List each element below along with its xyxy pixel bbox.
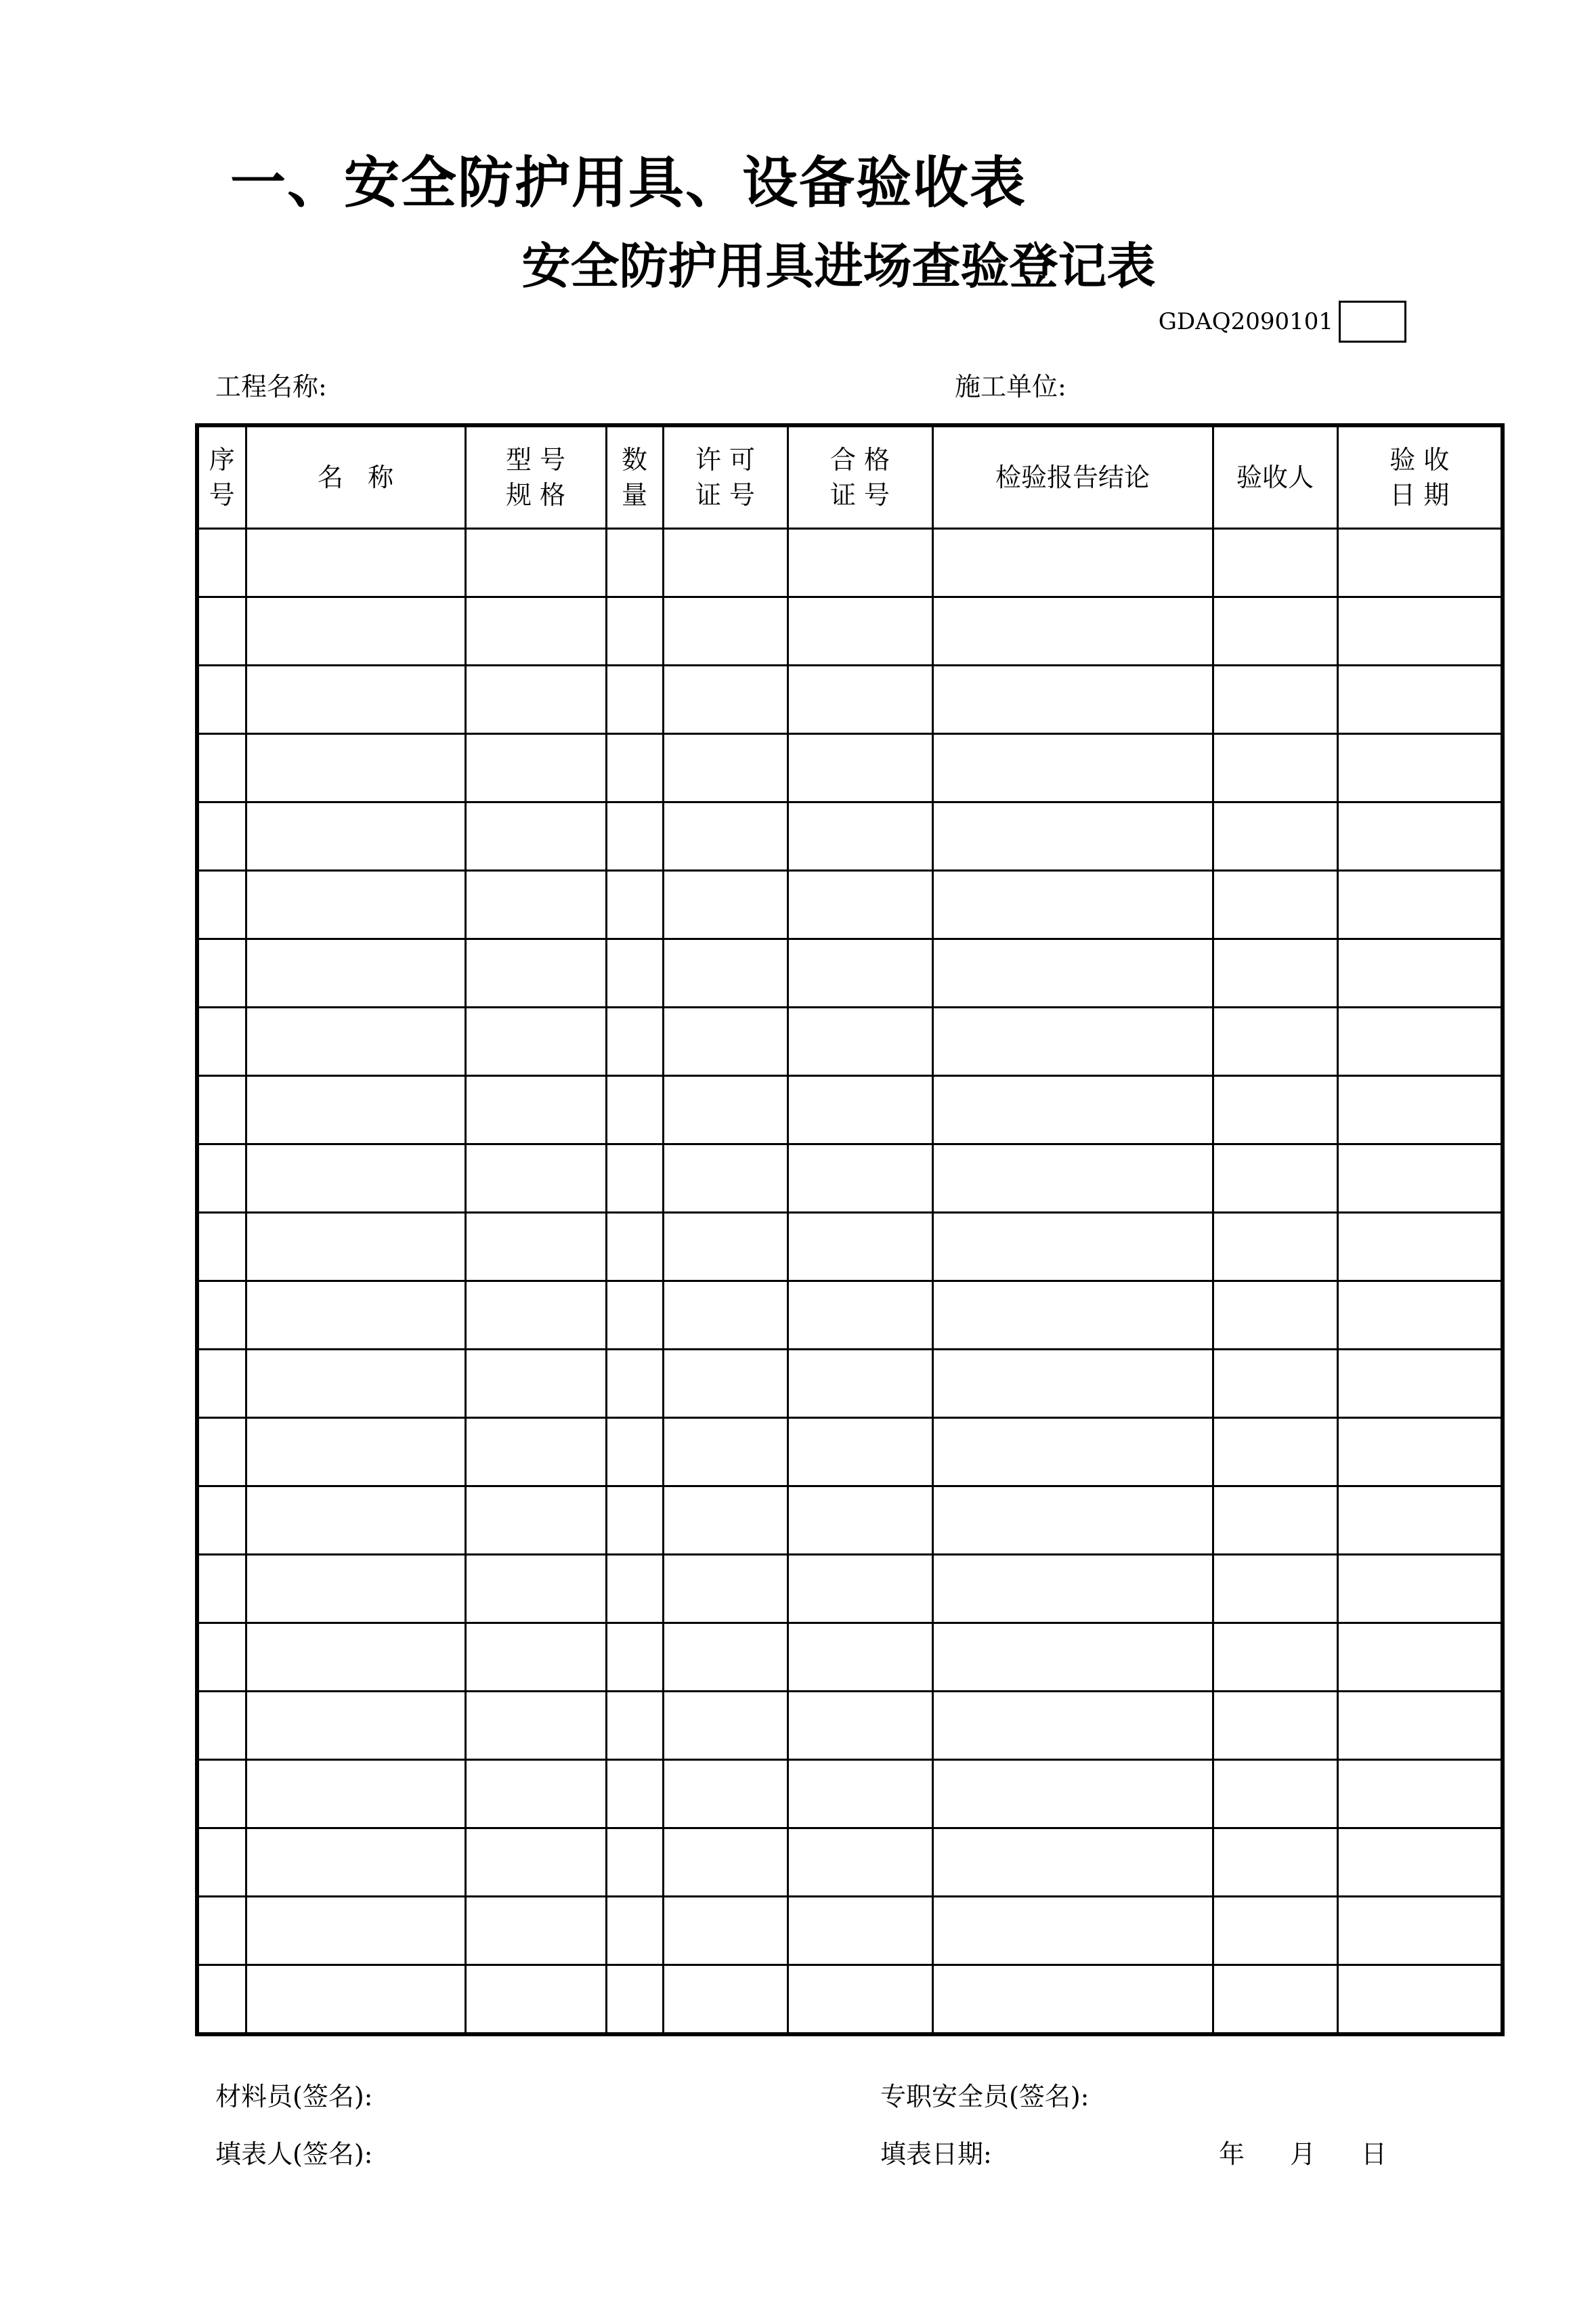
cell-acceptance-date[interactable]: [1337, 1281, 1503, 1350]
cell-certificate-no[interactable]: [788, 871, 932, 939]
cell-name[interactable]: [246, 1965, 465, 2035]
cell-serial[interactable]: [197, 1623, 246, 1692]
cell-quantity[interactable]: [606, 597, 663, 666]
cell-model-spec[interactable]: [465, 1555, 606, 1623]
cell-certificate-no[interactable]: [788, 1076, 932, 1144]
cell-serial[interactable]: [197, 939, 246, 1008]
cell-acceptance-date[interactable]: [1337, 1486, 1503, 1555]
cell-model-spec[interactable]: [465, 1486, 606, 1555]
cell-acceptance-date[interactable]: [1337, 1760, 1503, 1828]
cell-license-no[interactable]: [663, 1281, 788, 1350]
cell-serial[interactable]: [197, 1692, 246, 1760]
cell-inspector[interactable]: [1213, 871, 1337, 939]
cell-serial[interactable]: [197, 1281, 246, 1350]
cell-inspection-conclusion[interactable]: [932, 1828, 1213, 1897]
cell-inspector[interactable]: [1213, 1555, 1337, 1623]
cell-name[interactable]: [246, 597, 465, 666]
cell-inspection-conclusion[interactable]: [932, 1692, 1213, 1760]
cell-license-no[interactable]: [663, 1008, 788, 1076]
cell-certificate-no[interactable]: [788, 1418, 932, 1486]
cell-license-no[interactable]: [663, 939, 788, 1008]
col-header-license-no: 许 可 证 号: [663, 425, 788, 529]
cell-certificate-no[interactable]: [788, 1144, 932, 1213]
cell-license-no[interactable]: [663, 1418, 788, 1486]
cell-model-spec[interactable]: [465, 1008, 606, 1076]
cell-quantity[interactable]: [606, 1555, 663, 1623]
cell-serial[interactable]: [197, 1555, 246, 1623]
cell-certificate-no[interactable]: [788, 666, 932, 734]
cell-certificate-no[interactable]: [788, 1281, 932, 1350]
cell-license-no[interactable]: [663, 1350, 788, 1418]
cell-serial[interactable]: [197, 802, 246, 871]
cell-inspector[interactable]: [1213, 734, 1337, 802]
cell-certificate-no[interactable]: [788, 1965, 932, 2035]
cell-model-spec[interactable]: [465, 802, 606, 871]
material-clerk-label: 材料员(签名):: [215, 2082, 373, 2111]
cell-inspection-conclusion[interactable]: [932, 666, 1213, 734]
cell-serial[interactable]: [197, 1076, 246, 1144]
cell-acceptance-date[interactable]: [1337, 1828, 1503, 1897]
cell-inspector[interactable]: [1213, 1350, 1337, 1418]
cell-acceptance-date[interactable]: [1337, 1555, 1503, 1623]
table-row: [197, 1555, 1503, 1623]
cell-inspector[interactable]: [1213, 529, 1337, 597]
cell-inspection-conclusion[interactable]: [932, 939, 1213, 1008]
col-header-model-spec: 型 号 规 格: [465, 425, 606, 529]
table-row: [197, 1828, 1503, 1897]
col-header-inspector: 验收人: [1213, 425, 1337, 529]
cell-quantity[interactable]: [606, 802, 663, 871]
cell-serial[interactable]: [197, 597, 246, 666]
col-header-acceptance-date: 验 收 日 期: [1337, 425, 1503, 529]
cell-certificate-no[interactable]: [788, 1350, 932, 1418]
cell-acceptance-date[interactable]: [1337, 1692, 1503, 1760]
cell-serial[interactable]: [197, 1897, 246, 1965]
cell-certificate-no[interactable]: [788, 734, 932, 802]
table-row: [197, 1144, 1503, 1213]
cell-acceptance-date[interactable]: [1337, 1897, 1503, 1965]
cell-inspection-conclusion[interactable]: [932, 1555, 1213, 1623]
cell-license-no[interactable]: [663, 1828, 788, 1897]
cell-license-no[interactable]: [663, 734, 788, 802]
register-table: [195, 423, 1505, 2036]
cell-license-no[interactable]: [663, 1623, 788, 1692]
col-header-quantity: 数 量: [606, 425, 663, 529]
cell-quantity[interactable]: [606, 1418, 663, 1486]
cell-inspector[interactable]: [1213, 666, 1337, 734]
cell-model-spec[interactable]: [465, 1692, 606, 1760]
month-label: 月: [1290, 2139, 1316, 2169]
cell-quantity[interactable]: [606, 1760, 663, 1828]
construction-unit-label: 施工单位:: [955, 372, 1066, 402]
cell-acceptance-date[interactable]: [1337, 529, 1503, 597]
cell-inspection-conclusion[interactable]: [932, 1623, 1213, 1692]
table-row: [197, 1350, 1503, 1418]
cell-inspection-conclusion[interactable]: [932, 871, 1213, 939]
table-row: [197, 666, 1503, 734]
cell-inspection-conclusion[interactable]: [932, 1760, 1213, 1828]
table-row: [197, 1486, 1503, 1555]
table-row: [197, 1213, 1503, 1281]
cell-certificate-no[interactable]: [788, 939, 932, 1008]
table-row: [197, 1281, 1503, 1350]
cell-acceptance-date[interactable]: [1337, 666, 1503, 734]
cell-model-spec[interactable]: [465, 1623, 606, 1692]
cell-certificate-no[interactable]: [788, 1213, 932, 1281]
cell-serial[interactable]: [197, 871, 246, 939]
cell-inspection-conclusion[interactable]: [932, 597, 1213, 666]
cell-certificate-no[interactable]: [788, 529, 932, 597]
cell-certificate-no[interactable]: [788, 1692, 932, 1760]
col-header-inspection-conclusion: 检验报告结论: [932, 425, 1213, 529]
cell-inspector[interactable]: [1213, 1828, 1337, 1897]
cell-acceptance-date[interactable]: [1337, 1623, 1503, 1692]
cell-acceptance-date[interactable]: [1337, 1008, 1503, 1076]
cell-inspector[interactable]: [1213, 1623, 1337, 1692]
form-code: GDAQ2090101: [1158, 308, 1333, 335]
cell-acceptance-date[interactable]: [1337, 871, 1503, 939]
cell-quantity[interactable]: [606, 1144, 663, 1213]
cell-model-spec[interactable]: [465, 871, 606, 939]
cell-certificate-no[interactable]: [788, 802, 932, 871]
cell-inspection-conclusion[interactable]: [932, 1008, 1213, 1076]
cell-serial[interactable]: [197, 1965, 246, 2035]
cell-acceptance-date[interactable]: [1337, 597, 1503, 666]
cell-license-no[interactable]: [663, 1076, 788, 1144]
cell-serial[interactable]: [197, 1008, 246, 1076]
cell-name[interactable]: [246, 1623, 465, 1692]
table-row: [197, 1623, 1503, 1692]
cell-acceptance-date[interactable]: [1337, 1076, 1503, 1144]
table-row: [197, 1418, 1503, 1486]
cell-model-spec[interactable]: [465, 666, 606, 734]
cell-inspector[interactable]: [1213, 1760, 1337, 1828]
cell-inspection-conclusion[interactable]: [932, 1281, 1213, 1350]
cell-serial[interactable]: [197, 734, 246, 802]
day-label: 日: [1361, 2139, 1387, 2169]
table-row: [197, 1897, 1503, 1965]
cell-model-spec[interactable]: [465, 1760, 606, 1828]
cell-name[interactable]: [246, 1486, 465, 1555]
cell-quantity[interactable]: [606, 1281, 663, 1350]
cell-name[interactable]: [246, 1828, 465, 1897]
col-header-name: 名 称: [246, 425, 465, 529]
cell-inspection-conclusion[interactable]: [932, 734, 1213, 802]
cell-quantity[interactable]: [606, 1486, 663, 1555]
table-row: [197, 939, 1503, 1008]
cell-model-spec[interactable]: [465, 1350, 606, 1418]
cell-inspection-conclusion[interactable]: [932, 1965, 1213, 2035]
cell-serial[interactable]: [197, 1144, 246, 1213]
cell-inspection-conclusion[interactable]: [932, 1350, 1213, 1418]
cell-certificate-no[interactable]: [788, 1897, 932, 1965]
cell-model-spec[interactable]: [465, 1144, 606, 1213]
cell-quantity[interactable]: [606, 1897, 663, 1965]
cell-certificate-no[interactable]: [788, 1486, 932, 1555]
cell-acceptance-date[interactable]: [1337, 1213, 1503, 1281]
cell-inspection-conclusion[interactable]: [932, 1213, 1213, 1281]
cell-quantity[interactable]: [606, 1350, 663, 1418]
table-row: [197, 1076, 1503, 1144]
cell-name[interactable]: [246, 1213, 465, 1281]
cell-license-no[interactable]: [663, 1897, 788, 1965]
form-code-number-box[interactable]: [1339, 301, 1406, 343]
cell-name[interactable]: [246, 1692, 465, 1760]
cell-quantity[interactable]: [606, 939, 663, 1008]
table-row: [197, 529, 1503, 597]
cell-acceptance-date[interactable]: [1337, 1350, 1503, 1418]
cell-certificate-no[interactable]: [788, 1623, 932, 1692]
cell-serial[interactable]: [197, 1828, 246, 1897]
cell-model-spec[interactable]: [465, 734, 606, 802]
cell-model-spec[interactable]: [465, 1897, 606, 1965]
cell-name[interactable]: [246, 1418, 465, 1486]
cell-quantity[interactable]: [606, 1008, 663, 1076]
cell-serial[interactable]: [197, 1350, 246, 1418]
safety-officer-label: 专职安全员(签名):: [880, 2082, 1090, 2111]
cell-model-spec[interactable]: [465, 1418, 606, 1486]
main-title: 一、安全防护用具、设备验收表: [230, 151, 1027, 215]
cell-certificate-no[interactable]: [788, 1555, 932, 1623]
cell-quantity[interactable]: [606, 734, 663, 802]
cell-model-spec[interactable]: [465, 1281, 606, 1350]
cell-certificate-no[interactable]: [788, 1008, 932, 1076]
cell-quantity[interactable]: [606, 1213, 663, 1281]
cell-name[interactable]: [246, 529, 465, 597]
cell-model-spec[interactable]: [465, 1965, 606, 2035]
cell-name[interactable]: [246, 1555, 465, 1623]
table-row: [197, 802, 1503, 871]
cell-acceptance-date[interactable]: [1337, 1418, 1503, 1486]
cell-serial[interactable]: [197, 1213, 246, 1281]
cell-name[interactable]: [246, 1008, 465, 1076]
cell-inspection-conclusion[interactable]: [932, 1418, 1213, 1486]
cell-inspection-conclusion[interactable]: [932, 802, 1213, 871]
cell-license-no[interactable]: [663, 1965, 788, 2035]
cell-acceptance-date[interactable]: [1337, 802, 1503, 871]
cell-license-no[interactable]: [663, 666, 788, 734]
cell-name[interactable]: [246, 1760, 465, 1828]
cell-license-no[interactable]: [663, 1555, 788, 1623]
cell-inspection-conclusion[interactable]: [932, 1486, 1213, 1555]
cell-inspector[interactable]: [1213, 1692, 1337, 1760]
cell-serial[interactable]: [197, 1760, 246, 1828]
cell-inspection-conclusion[interactable]: [932, 529, 1213, 597]
col-header-certificate-no: 合 格 证 号: [788, 425, 932, 529]
cell-acceptance-date[interactable]: [1337, 1965, 1503, 2035]
cell-inspector[interactable]: [1213, 1965, 1337, 2035]
cell-license-no[interactable]: [663, 1144, 788, 1213]
cell-name[interactable]: [246, 1076, 465, 1144]
header-row: [197, 425, 1503, 529]
register-body: [197, 529, 1503, 2035]
cell-inspector[interactable]: [1213, 1008, 1337, 1076]
cell-inspector[interactable]: [1213, 939, 1337, 1008]
cell-inspector[interactable]: [1213, 1486, 1337, 1555]
cell-name[interactable]: [246, 666, 465, 734]
cell-name[interactable]: [246, 1897, 465, 1965]
cell-name[interactable]: [246, 802, 465, 871]
table-row: [197, 597, 1503, 666]
year-label: 年: [1219, 2139, 1245, 2169]
cell-serial[interactable]: [197, 1486, 246, 1555]
cell-name[interactable]: [246, 1144, 465, 1213]
cell-quantity[interactable]: [606, 1692, 663, 1760]
cell-certificate-no[interactable]: [788, 597, 932, 666]
cell-inspection-conclusion[interactable]: [932, 1144, 1213, 1213]
table-row: [197, 1965, 1503, 2035]
cell-license-no[interactable]: [663, 871, 788, 939]
cell-model-spec[interactable]: [465, 939, 606, 1008]
cell-name[interactable]: [246, 939, 465, 1008]
cell-name[interactable]: [246, 1281, 465, 1350]
cell-acceptance-date[interactable]: [1337, 734, 1503, 802]
table-row: [197, 871, 1503, 939]
cell-license-no[interactable]: [663, 1486, 788, 1555]
table-row: [197, 1760, 1503, 1828]
table-row: [197, 734, 1503, 802]
cell-inspector[interactable]: [1213, 1897, 1337, 1965]
cell-quantity[interactable]: [606, 1828, 663, 1897]
cell-inspection-conclusion[interactable]: [932, 1897, 1213, 1965]
project-name-label: 工程名称:: [215, 372, 327, 402]
cell-quantity[interactable]: [606, 529, 663, 597]
cell-license-no[interactable]: [663, 802, 788, 871]
cell-quantity[interactable]: [606, 1965, 663, 2035]
cell-license-no[interactable]: [663, 1760, 788, 1828]
cell-license-no[interactable]: [663, 529, 788, 597]
cell-model-spec[interactable]: [465, 1828, 606, 1897]
cell-inspector[interactable]: [1213, 802, 1337, 871]
cell-certificate-no[interactable]: [788, 1828, 932, 1897]
cell-name[interactable]: [246, 1350, 465, 1418]
cell-model-spec[interactable]: [465, 1076, 606, 1144]
cell-name[interactable]: [246, 871, 465, 939]
cell-inspection-conclusion[interactable]: [932, 1076, 1213, 1144]
cell-quantity[interactable]: [606, 1076, 663, 1144]
table-row: [197, 1008, 1503, 1076]
cell-inspector[interactable]: [1213, 1144, 1337, 1213]
cell-model-spec[interactable]: [465, 1213, 606, 1281]
cell-quantity[interactable]: [606, 871, 663, 939]
cell-model-spec[interactable]: [465, 597, 606, 666]
cell-name[interactable]: [246, 734, 465, 802]
cell-serial[interactable]: [197, 1418, 246, 1486]
cell-model-spec[interactable]: [465, 529, 606, 597]
fill-date-label: 填表日期:: [880, 2139, 992, 2169]
col-header-serial: 序 号: [197, 425, 246, 529]
cell-quantity[interactable]: [606, 666, 663, 734]
cell-inspector[interactable]: [1213, 597, 1337, 666]
cell-inspector[interactable]: [1213, 1213, 1337, 1281]
cell-inspector[interactable]: [1213, 1281, 1337, 1350]
cell-certificate-no[interactable]: [788, 1760, 932, 1828]
form-code-row: [1159, 299, 1406, 344]
cell-acceptance-date[interactable]: [1337, 939, 1503, 1008]
cell-license-no[interactable]: [663, 1213, 788, 1281]
cell-license-no[interactable]: [663, 1692, 788, 1760]
filler-label: 填表人(签名):: [215, 2139, 373, 2169]
cell-acceptance-date[interactable]: [1337, 1144, 1503, 1213]
cell-serial[interactable]: [197, 666, 246, 734]
cell-license-no[interactable]: [663, 597, 788, 666]
cell-quantity[interactable]: [606, 1623, 663, 1692]
sub-title: 安全防护用具进场查验登记表: [521, 238, 1156, 295]
cell-inspector[interactable]: [1213, 1076, 1337, 1144]
cell-serial[interactable]: [197, 529, 246, 597]
table-row: [197, 1692, 1503, 1760]
cell-inspector[interactable]: [1213, 1418, 1337, 1486]
